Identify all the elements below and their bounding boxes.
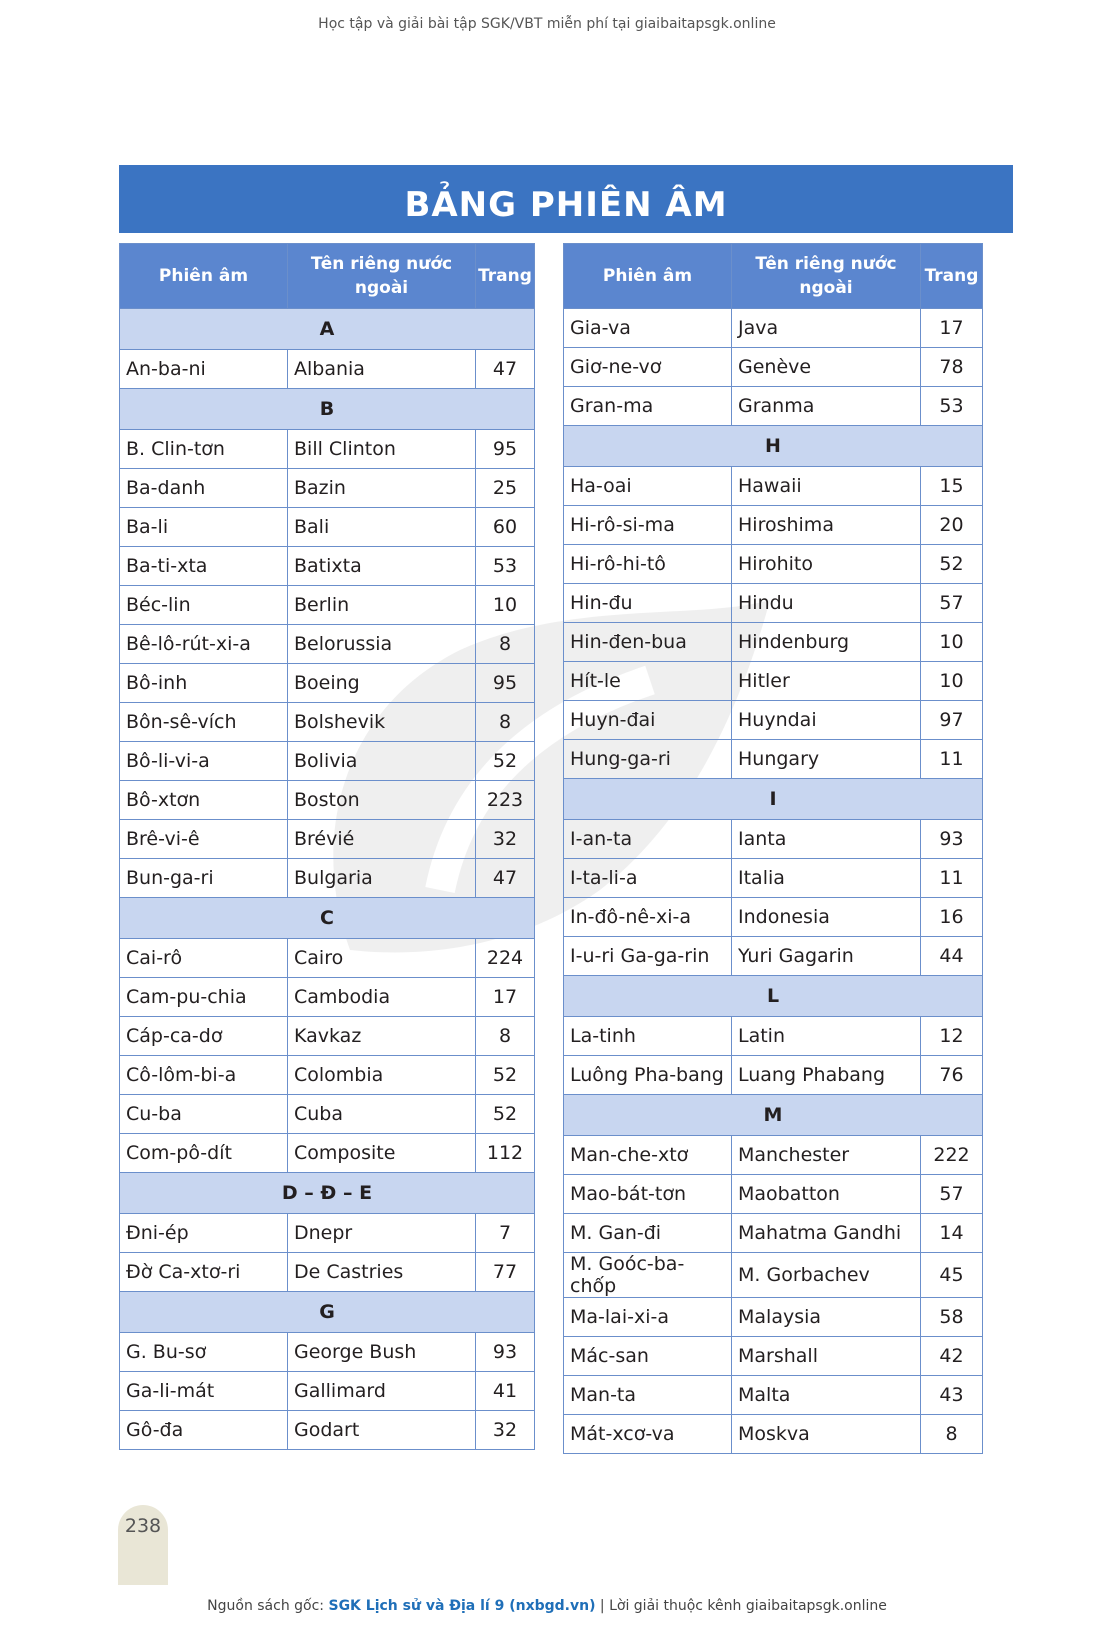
table-row <box>564 1415 983 1454</box>
phonetic-cell: Hung-ga-ri <box>564 740 732 779</box>
phonetic-cell: Cáp-ca-dơ <box>120 1017 288 1056</box>
page-cell: 97 <box>921 701 983 740</box>
table-row <box>564 1214 983 1253</box>
table-row <box>120 1056 535 1095</box>
page-cell: 52 <box>476 742 535 781</box>
foreign-name-cell: Batixta <box>288 547 476 586</box>
foreign-name-cell: Bazin <box>288 469 476 508</box>
table-row <box>564 545 983 584</box>
foreign-name-cell: Indonesia <box>732 898 921 937</box>
page-cell: 95 <box>476 664 535 703</box>
phonetic-cell: Ba-ti-xta <box>120 547 288 586</box>
page-cell: 57 <box>921 584 983 623</box>
phonetic-cell: Mao-bát-tơn <box>564 1175 732 1214</box>
foreign-name-cell: Luang Phabang <box>732 1056 921 1095</box>
foreign-name-cell: Colombia <box>288 1056 476 1095</box>
foreign-name-cell: Italia <box>732 859 921 898</box>
phonetic-cell: Cai-rô <box>120 939 288 978</box>
page-cell: 93 <box>921 820 983 859</box>
page-cell: 7 <box>476 1214 535 1253</box>
table-row <box>120 859 535 898</box>
page-cell: 11 <box>921 740 983 779</box>
table-row <box>120 1372 535 1411</box>
letter-section-row <box>120 309 535 350</box>
letter-section-row <box>120 898 535 939</box>
page-cell: 223 <box>476 781 535 820</box>
phonetic-cell: Bô-xtơn <box>120 781 288 820</box>
page-cell: 53 <box>476 547 535 586</box>
phonetic-cell: An-ba-ni <box>120 350 288 389</box>
foreign-name-cell: Hitler <box>732 662 921 701</box>
foreign-name-cell: Mahatma Gandhi <box>732 1214 921 1253</box>
foreign-name-cell: Genève <box>732 348 921 387</box>
foreign-name-cell: Hindenburg <box>732 623 921 662</box>
phonetic-cell: Brê-vi-ê <box>120 820 288 859</box>
page-cell: 10 <box>921 623 983 662</box>
letter-section-row <box>120 389 535 430</box>
foreign-name-cell: Berlin <box>288 586 476 625</box>
column-header-phonetic: Phiên âm <box>120 244 288 309</box>
letter-section-row <box>120 1292 535 1333</box>
footer-suffix: | Lời giải thuộc kênh giaibaitapsgk.online <box>595 1598 887 1614</box>
page-cell: 8 <box>921 1415 983 1454</box>
table-row <box>564 1175 983 1214</box>
table-row <box>120 1333 535 1372</box>
foreign-name-cell: Malaysia <box>732 1298 921 1337</box>
page-cell: 52 <box>476 1095 535 1134</box>
phonetic-cell: Cô-lôm-bi-a <box>120 1056 288 1095</box>
foreign-name-cell: Brévié <box>288 820 476 859</box>
page-cell: 93 <box>476 1333 535 1372</box>
table-row <box>564 467 983 506</box>
table-row <box>120 625 535 664</box>
foreign-name-cell: Yuri Gagarin <box>732 937 921 976</box>
letter-section-row <box>564 976 983 1017</box>
phonetic-cell: Bô-li-vi-a <box>120 742 288 781</box>
page-cell: 45 <box>921 1253 983 1298</box>
foreign-name-cell: Moskva <box>732 1415 921 1454</box>
table-row <box>564 623 983 662</box>
foreign-name-cell: Boston <box>288 781 476 820</box>
phonetic-cell: Đni-ép <box>120 1214 288 1253</box>
page-cell: 44 <box>921 937 983 976</box>
page-cell: 224 <box>476 939 535 978</box>
section-letter: M <box>564 1095 983 1136</box>
phonetic-cell: G. Bu-sơ <box>120 1333 288 1372</box>
page-cell: 42 <box>921 1337 983 1376</box>
phonetic-cell: Giơ-ne-vơ <box>564 348 732 387</box>
table-row <box>120 781 535 820</box>
foreign-name-cell: Boeing <box>288 664 476 703</box>
table-row <box>564 740 983 779</box>
phonetic-cell: M. Goóc-ba-chốp <box>564 1253 732 1298</box>
phonetic-cell: Hi-rô-si-ma <box>564 506 732 545</box>
page-cell: 43 <box>921 1376 983 1415</box>
page-cell: 14 <box>921 1214 983 1253</box>
foreign-name-cell: M. Gorbachev <box>732 1253 921 1298</box>
column-header-foreign-name: Tên riêng nước ngoài <box>732 244 921 309</box>
column-header-foreign-name: Tên riêng nước ngoài <box>288 244 476 309</box>
foreign-name-cell: Dnepr <box>288 1214 476 1253</box>
phonetic-cell: Bê-lô-rút-xi-a <box>120 625 288 664</box>
table-row <box>120 664 535 703</box>
page-cell: 112 <box>476 1134 535 1173</box>
phonetic-cell: Cu-ba <box>120 1095 288 1134</box>
phonetic-cell: Luông Pha-bang <box>564 1056 732 1095</box>
page-cell: 17 <box>476 978 535 1017</box>
section-letter: A <box>120 309 535 350</box>
page-cell: 17 <box>921 309 983 348</box>
table-row <box>564 1376 983 1415</box>
foreign-name-cell: Hindu <box>732 584 921 623</box>
page-cell: 77 <box>476 1253 535 1292</box>
table-row <box>564 348 983 387</box>
page-cell: 10 <box>476 586 535 625</box>
foreign-name-cell: George Bush <box>288 1333 476 1372</box>
phonetic-cell: Huyn-đai <box>564 701 732 740</box>
phonetic-cell: Com-pô-dít <box>120 1134 288 1173</box>
foreign-name-cell: Bolshevik <box>288 703 476 742</box>
foreign-name-cell: Granma <box>732 387 921 426</box>
letter-section-row <box>120 1173 535 1214</box>
phonetic-cell: Ma-lai-xi-a <box>564 1298 732 1337</box>
page-cell: 58 <box>921 1298 983 1337</box>
foreign-name-cell: Godart <box>288 1411 476 1450</box>
letter-section-row <box>564 779 983 820</box>
table-row <box>564 309 983 348</box>
foreign-name-cell: Huyndai <box>732 701 921 740</box>
foreign-name-cell: Composite <box>288 1134 476 1173</box>
table-row <box>120 586 535 625</box>
page-cell: 8 <box>476 625 535 664</box>
table-row <box>564 1017 983 1056</box>
page-cell: 11 <box>921 859 983 898</box>
phonetic-cell: Ba-li <box>120 508 288 547</box>
foreign-name-cell: Maobatton <box>732 1175 921 1214</box>
page-cell: 47 <box>476 350 535 389</box>
foreign-name-cell: Marshall <box>732 1337 921 1376</box>
table-row <box>564 506 983 545</box>
page-cell: 47 <box>476 859 535 898</box>
column-header-phonetic: Phiên âm <box>564 244 732 309</box>
phonetic-cell: Đờ Ca-xtơ-ri <box>120 1253 288 1292</box>
table-row <box>564 387 983 426</box>
phonetic-cell: Bôn-sê-vích <box>120 703 288 742</box>
phonetic-cell: Gia-va <box>564 309 732 348</box>
phonetic-cell: I-u-ri Ga-ga-rin <box>564 937 732 976</box>
section-letter: G <box>120 1292 535 1333</box>
page-cell: 222 <box>921 1136 983 1175</box>
phonetic-cell: Bun-ga-ri <box>120 859 288 898</box>
table-row <box>120 1214 535 1253</box>
letter-section-row <box>564 1095 983 1136</box>
table-row <box>120 978 535 1017</box>
foreign-name-cell: Latin <box>732 1017 921 1056</box>
footer-book-link[interactable]: SGK Lịch sử và Địa lí 9 (nxbgd.vn) <box>328 1598 596 1614</box>
phonetic-cell: Ha-oai <box>564 467 732 506</box>
glossary-table-left <box>119 243 535 1450</box>
section-letter: I <box>564 779 983 820</box>
foreign-name-cell: Bulgaria <box>288 859 476 898</box>
phonetic-cell: In-đô-nê-xi-a <box>564 898 732 937</box>
footer-prefix: Nguồn sách gốc: <box>207 1598 329 1614</box>
table-row <box>120 1253 535 1292</box>
page-cell: 25 <box>476 469 535 508</box>
foreign-name-cell: De Castries <box>288 1253 476 1292</box>
table-row <box>120 350 535 389</box>
page-cell: 16 <box>921 898 983 937</box>
page-cell: 20 <box>921 506 983 545</box>
foreign-name-cell: Hirohito <box>732 545 921 584</box>
table-row <box>564 898 983 937</box>
foreign-name-cell: Cuba <box>288 1095 476 1134</box>
column-header-page: Trang <box>921 244 983 309</box>
glossary-table-right <box>563 243 983 1454</box>
foreign-name-cell: Manchester <box>732 1136 921 1175</box>
phonetic-cell: Ga-li-mát <box>120 1372 288 1411</box>
page-cell: 53 <box>921 387 983 426</box>
page-cell: 8 <box>476 703 535 742</box>
foreign-name-cell: Cairo <box>288 939 476 978</box>
section-letter: C <box>120 898 535 939</box>
table-row <box>120 742 535 781</box>
table-row <box>120 469 535 508</box>
page-cell: 15 <box>921 467 983 506</box>
foreign-name-cell: Kavkaz <box>288 1017 476 1056</box>
phonetic-cell: Hin-đen-bua <box>564 623 732 662</box>
page-cell: 32 <box>476 1411 535 1450</box>
phonetic-cell: Hi-rô-hi-tô <box>564 545 732 584</box>
foreign-name-cell: Hawaii <box>732 467 921 506</box>
page-cell: 60 <box>476 508 535 547</box>
table-row <box>120 508 535 547</box>
page-title: BẢNG PHIÊN ÂM <box>119 165 1013 233</box>
phonetic-cell: B. Clin-tơn <box>120 430 288 469</box>
section-letter: D – Đ – E <box>120 1173 535 1214</box>
phonetic-cell: Bô-inh <box>120 664 288 703</box>
section-letter: L <box>564 976 983 1017</box>
page-cell: 52 <box>476 1056 535 1095</box>
table-row <box>564 820 983 859</box>
page-cell: 41 <box>476 1372 535 1411</box>
foreign-name-cell: Albania <box>288 350 476 389</box>
phonetic-cell: Man-ta <box>564 1376 732 1415</box>
section-letter: B <box>120 389 535 430</box>
table-row <box>564 584 983 623</box>
table-row <box>564 701 983 740</box>
table-row <box>120 547 535 586</box>
foreign-name-cell: Ianta <box>732 820 921 859</box>
phonetic-cell: Mác-san <box>564 1337 732 1376</box>
page-number: 238 <box>124 1515 162 1537</box>
table-row <box>120 1134 535 1173</box>
phonetic-cell: Man-che-xtơ <box>564 1136 732 1175</box>
phonetic-cell: Hin-đu <box>564 584 732 623</box>
page-cell: 78 <box>921 348 983 387</box>
table-row <box>564 859 983 898</box>
table-row <box>564 1136 983 1175</box>
page-cell: 95 <box>476 430 535 469</box>
foreign-name-cell: Bolivia <box>288 742 476 781</box>
foreign-name-cell: Malta <box>732 1376 921 1415</box>
table-row <box>564 937 983 976</box>
page-cell: 10 <box>921 662 983 701</box>
table-row <box>120 1095 535 1134</box>
phonetic-cell: Gô-đa <box>120 1411 288 1450</box>
table-row <box>564 1253 983 1298</box>
table-row <box>564 1298 983 1337</box>
page-cell: 12 <box>921 1017 983 1056</box>
phonetic-cell: M. Gan-đi <box>564 1214 732 1253</box>
page-cell: 32 <box>476 820 535 859</box>
table-row <box>120 1017 535 1056</box>
phonetic-cell: Ba-danh <box>120 469 288 508</box>
phonetic-cell: La-tinh <box>564 1017 732 1056</box>
phonetic-cell: I-an-ta <box>564 820 732 859</box>
table-row <box>120 820 535 859</box>
phonetic-cell: I-ta-li-a <box>564 859 732 898</box>
phonetic-cell: Cam-pu-chia <box>120 978 288 1017</box>
foreign-name-cell: Gallimard <box>288 1372 476 1411</box>
table-row <box>564 662 983 701</box>
footer-source <box>0 1598 1094 1614</box>
foreign-name-cell: Hiroshima <box>732 506 921 545</box>
phonetic-cell: Gran-ma <box>564 387 732 426</box>
letter-section-row <box>564 426 983 467</box>
page-cell: 52 <box>921 545 983 584</box>
foreign-name-cell: Belorussia <box>288 625 476 664</box>
table-row <box>120 703 535 742</box>
table-row <box>120 430 535 469</box>
foreign-name-cell: Bali <box>288 508 476 547</box>
table-row <box>120 939 535 978</box>
table-row <box>564 1337 983 1376</box>
foreign-name-cell: Hungary <box>732 740 921 779</box>
header-note: Học tập và giải bài tập SGK/VBT miễn phí tại giaibaitapsgk.online <box>318 16 776 32</box>
section-letter: H <box>564 426 983 467</box>
foreign-name-cell: Bill Clinton <box>288 430 476 469</box>
page-cell: 76 <box>921 1056 983 1095</box>
table-row <box>564 1056 983 1095</box>
foreign-name-cell: Java <box>732 309 921 348</box>
column-header-page: Trang <box>476 244 535 309</box>
phonetic-cell: Hít-le <box>564 662 732 701</box>
page-cell: 8 <box>476 1017 535 1056</box>
page-cell: 57 <box>921 1175 983 1214</box>
table-row <box>120 1411 535 1450</box>
foreign-name-cell: Cambodia <box>288 978 476 1017</box>
phonetic-cell: Béc-lin <box>120 586 288 625</box>
phonetic-cell: Mát-xcơ-va <box>564 1415 732 1454</box>
